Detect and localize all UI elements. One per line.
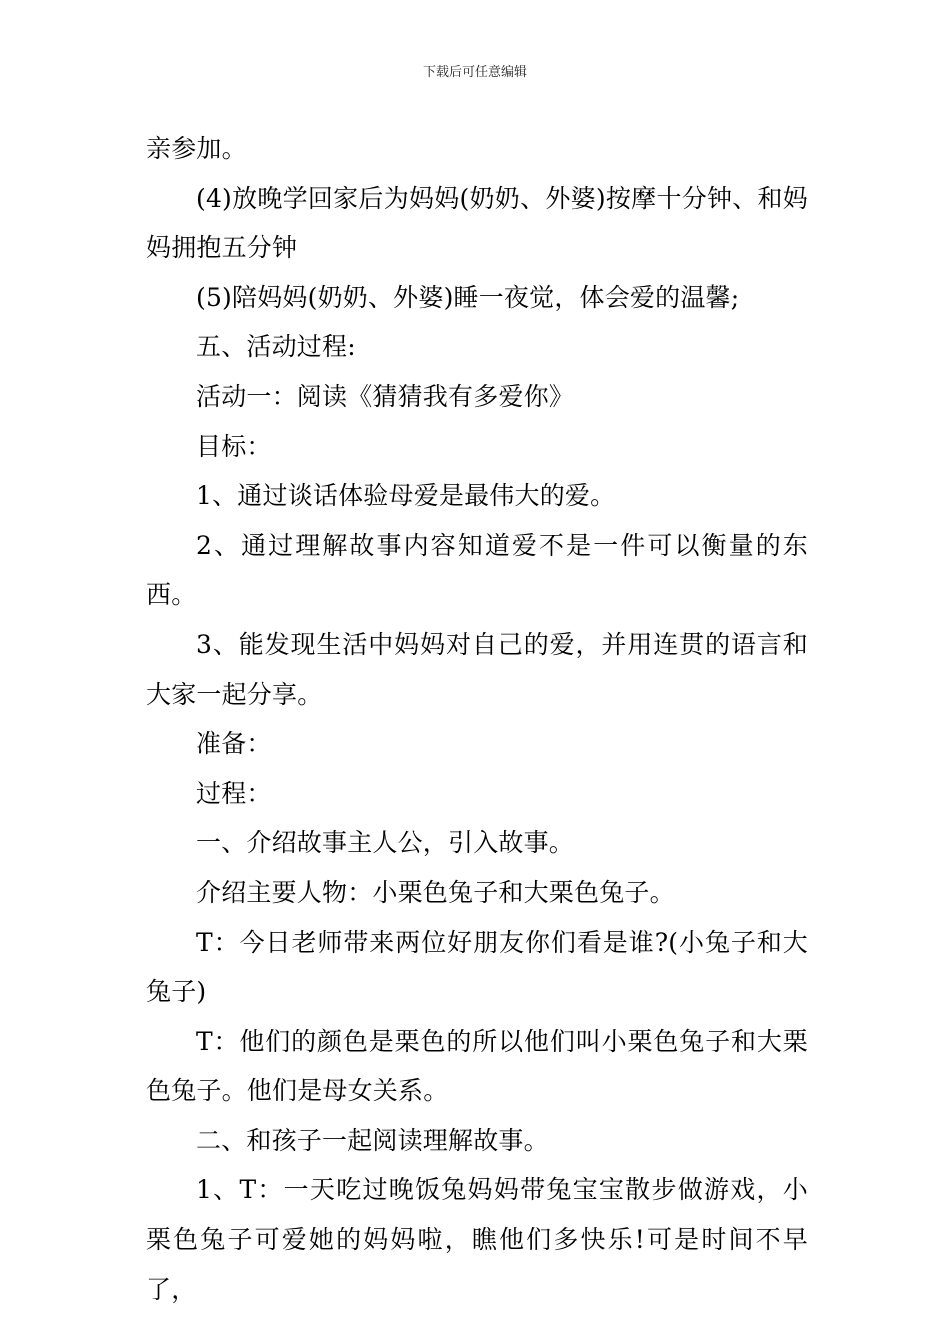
preparation-label: 准备： [196, 729, 272, 759]
dialogue-paragraph: 1、T：一天吃过晚饭兔妈妈带兔宝宝散步做游戏，小栗色兔子可爱她的妈妈啦，瞧他们多快乐!可是时间不早了， [146, 1175, 808, 1304]
document-body [146, 124, 808, 1314]
process-label: 过程： [196, 778, 272, 808]
step-heading: 一、介绍故事主人公，引入故事。 [196, 828, 575, 858]
goals-label: 目标： [196, 431, 272, 461]
paragraph: 介绍主要人物：小栗色兔子和大栗色兔子。 [196, 877, 675, 907]
goal-item: 3、能发现生活中妈妈对自己的爱，并用连贯的语言和大家一起分享。 [146, 629, 808, 709]
paragraph: (5)陪妈妈(奶奶、外婆)睡一夜觉，体会爱的温馨; [196, 282, 740, 312]
activity-title: 活动一：阅读《猜猜我有多爱你》 [196, 381, 575, 411]
dialogue-paragraph: T：他们的颜色是栗色的所以他们叫小栗色兔子和大栗色兔子。他们是母女关系。 [146, 1026, 808, 1106]
step-heading: 二、和孩子一起阅读理解故事。 [196, 1125, 549, 1155]
goal-item: 1、通过谈话体验母爱是最伟大的爱。 [196, 481, 616, 511]
dialogue-paragraph: T：今日老师带来两位好朋友你们看是谁?(小兔子和大兔子) [146, 927, 808, 1007]
paragraph: 亲参加。 [146, 134, 247, 163]
section-heading: 五、活动过程: [196, 332, 356, 362]
paragraph: (4)放晚学回家后为妈妈(奶奶、外婆)按摩十分钟、和妈妈拥抱五分钟 [146, 183, 808, 263]
page-header: 下载后可任意编辑 [422, 65, 527, 80]
goal-item: 2、通过理解故事内容知道爱不是一件可以衡量的东西。 [146, 530, 808, 610]
